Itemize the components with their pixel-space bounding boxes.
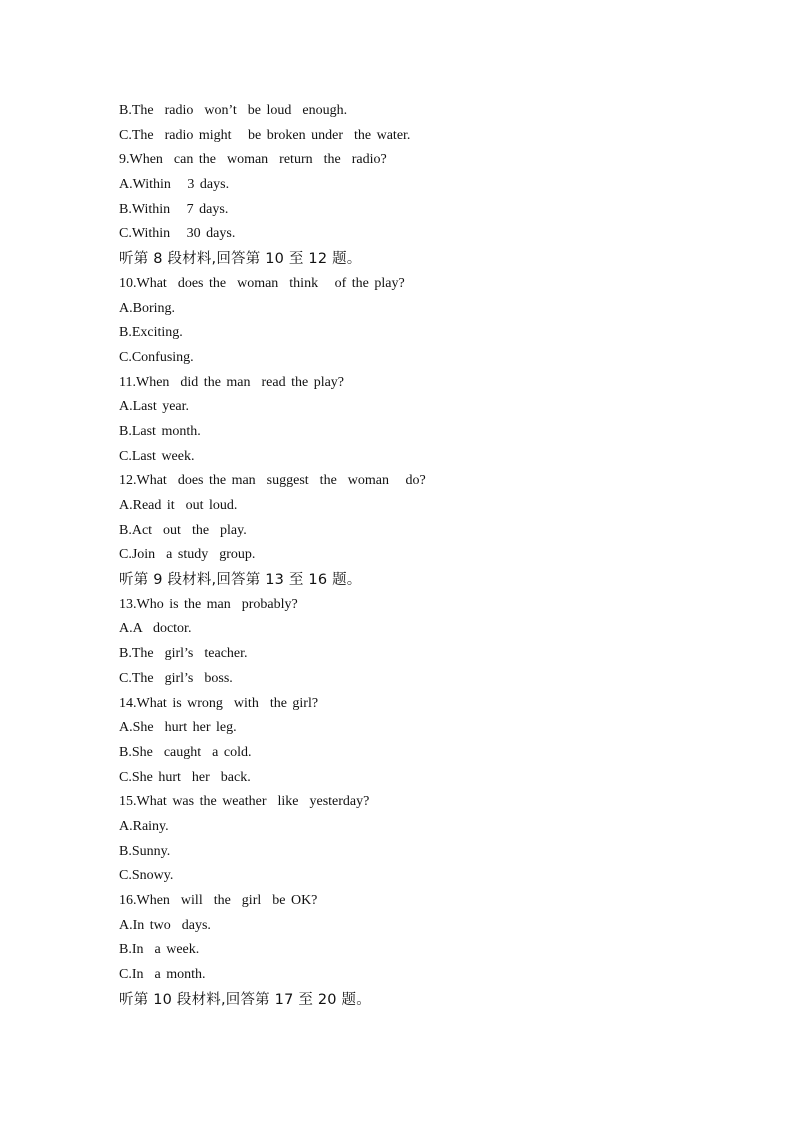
option-line: C.Confusing. [119,349,194,365]
question-line: 15.What was the weather like yesterday? [119,794,370,810]
option-line: B.She caught a cold. [119,744,252,760]
option-line: A.In two days. [119,917,211,933]
question-line: 12.What does the man suggest the woman do? [119,473,426,489]
option-line: B.Within 7 days. [119,201,229,217]
option-line: A.Rainy. [119,818,169,834]
option-line: B.Sunny. [119,843,171,859]
question-line: 14.What is wrong with the girl? [119,695,319,711]
listening-questions [119,99,719,1012]
option-line: C.Join a study group. [119,547,256,563]
option-line: C.Snowy. [119,868,174,884]
option-line: B.Act out the play. [119,522,247,538]
option-line: C.Within 30 days. [119,226,236,242]
question-line: 10.What does the woman think of the play? [119,275,405,291]
option-line: A.A doctor. [119,621,192,637]
option-line: A.Boring. [119,300,175,316]
option-line: A.Last year. [119,399,190,415]
section-heading: 听第 10 段材料,回答第 17 至 20 题。 [119,991,371,1008]
option-line: C.In a month. [119,967,206,983]
question-line: 9.When can the woman return the radio? [119,152,387,168]
option-line: B.The girl’s teacher. [119,646,248,662]
question-line: 13.Who is the man probably? [119,596,298,612]
option-line: C.The radio might be broken under the water. [119,127,411,143]
option-line: C.Last week. [119,448,195,464]
section-heading: 听第 9 段材料,回答第 13 至 16 题。 [119,572,362,589]
option-line: C.The girl’s boss. [119,670,233,686]
option-line: B.In a week. [119,942,200,958]
option-line: A.Within 3 days. [119,177,230,193]
question-line: 11.When did the man read the play? [119,374,345,390]
option-line: B.The radio won’t be loud enough. [119,103,348,118]
option-line: B.Exciting. [119,325,183,341]
option-line: A.She hurt her leg. [119,720,237,736]
option-line: C.She hurt her back. [119,769,251,785]
option-line: A.Read it out loud. [119,498,238,513]
section-heading: 听第 8 段材料,回答第 10 至 12 题。 [119,251,362,268]
option-line: B.Last month. [119,423,201,439]
question-line: 16.When will the girl be OK? [119,893,318,908]
